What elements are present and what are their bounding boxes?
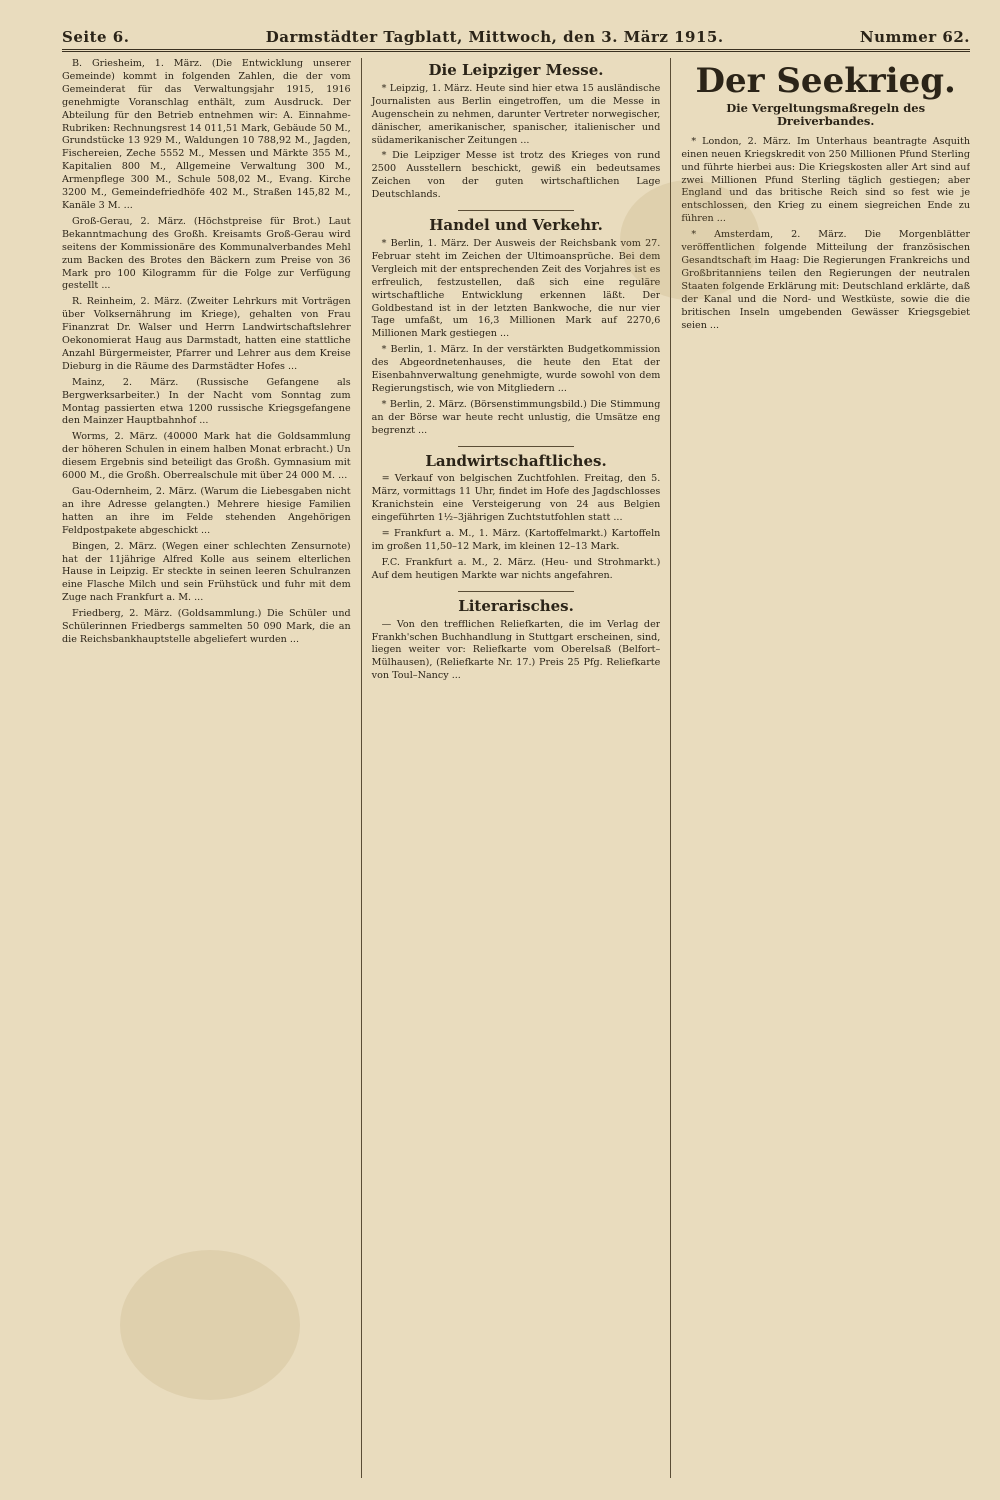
article-paragraph: Bingen, 2. März. (Wegen einer schlechten Zensurnote) hat der 11jährige Alfred Kolle aus seinem elterlichen Hause in Leipzig. Er steckte in seinen leeren Schulranzen eine Flasche Milch und sein Frühstück und fuhr mit dem Zuge nach Frankfurt a. M. ... — [62, 540, 351, 604]
article-paragraph: = Frankfurt a. M., 1. März. (Kartoffelmarkt.) Kartoffeln im großen 11,50–12 Mark, im kleinen 12–13 Mark. — [371, 528, 661, 552]
divider — [458, 446, 573, 447]
columns — [62, 58, 970, 1478]
article-paragraph: Friedberg, 2. März. (Goldsammlung.) Die Schüler und Schülerinnen Friedbergs sammelten 50 090 Mark, die an die Reichsbankhauptstelle abgeliefert wurden ... — [62, 608, 351, 645]
article-paragraph: = Verkauf von belgischen Zuchtfohlen. Freitag, den 5. März, vormittags 11 Uhr, findet im Hofe des Jagdschlosses Kranichstein eine Versteigerung von 24 aus Belgien eingeführten 1½–3jährigen Zuchtstutfohlen statt ... — [371, 473, 661, 524]
article-paragraph: * Leipzig, 1. März. Heute sind hier etwa 15 ausländische Journalisten aus Berlin eingetroffen, um die Messe in Augenschein zu nehmen, darunter Vertreter norwegischer, dänischer, amerikanischer, spanischer, italienischer und südamerikanischer Zeitungen ... — [371, 82, 661, 146]
article-paragraph: * Berlin, 2. März. (Börsenstimmungsbild.) Die Stimmung an der Börse war heute recht unlustig, die Umsätze eng begrenzt ... — [371, 398, 661, 436]
article-paragraph: Gau-Odernheim, 2. März. (Warum die Liebesgaben nicht an ihre Adresse gelangten.) Mehrere hiesige Familien hatten an ihre im Felde stehenden Angehörigen Feldpostpakete abgeschickt ... — [62, 486, 351, 536]
article-paragraph: * Berlin, 1. März. Der Ausweis der Reichsbank vom 27. Februar steht im Zeichen der Ultimoansprüche. Bei dem Vergleich mit der entsprechenden Zeit des Vorjahres ist es erfreulich, festzustellen, daß sich eine reguläre wirtschaftliche Entwicklung erkennen läßt. Der Goldbestand ist in der letzten Bankwoche, die nur vier Tage umfaßt, um 16,3 Millionen Mark auf 2270,6 Millionen Mark gestiegen ... — [371, 237, 661, 340]
column-seekrieg — [670, 58, 970, 1478]
section-heading-landwirtschaft: Landwirtschaftliches. — [425, 451, 607, 470]
article-paragraph: Worms, 2. März. (40000 Mark hat die Goldsammlung der höheren Schulen in einem halben Monat erbracht.) Un diesem Ergebnis sind beteiligt das Großh. Gymnasium mit 6000 M., die Großh. Oberrealschule mit über 24 000 M. ... — [62, 431, 351, 482]
article-paragraph: B. Griesheim, 1. März. (Die Entwicklung unserer Gemeinde) kommt in folgenden Zahlen, die der vom Gemeinderat für das Verwaltungsjahr 1915, 1916 genehmigte Voranschlag enthält, zum Ausdruck. Der Abteilung für den Betrieb entnehmen wir: A. Einnahme-Rubriken: Rechnungsrest 14 011,51 Mark, Gebäude 50 M., Grundstücke 13 929 M., Waldungen 10 788,92 M., Jagden, Fischereien, Zeche 5552 M., Messen und Märkte 355 M., Kapitalien 800 M., Allgemeine Verwaltung 300 M., Armenpflege 300 M., Schule 508,02 M., Evang. Kirche 3200 M., Gemeindefriedhöfe 402 M., Straßen 145,82 M., Kanäle 3 M. ... — [62, 58, 351, 211]
column-local-news — [62, 58, 351, 1478]
subheadline: Die Vergeltungsmaßregeln des Dreiverbandes. — [726, 101, 926, 128]
section-heading-messe: Die Leipziger Messe. — [428, 61, 604, 79]
newspaper-title: Darmstädter Tagblatt, Mittwoch, den 3. März 1915. — [265, 28, 724, 46]
issue-number: Nummer 62. — [859, 28, 970, 46]
article-paragraph: * Die Leipziger Messe ist trotz des Krieges von rund 2500 Ausstellern beschickt, gewiß ein bedeutsames Zeichen von der guten wirtschaftlichen Lage Deutschlands. — [371, 150, 661, 201]
column-commerce — [361, 58, 661, 1478]
page-label: Seite 6. — [62, 28, 130, 46]
divider — [458, 591, 573, 592]
article-paragraph: Mainz, 2. März. (Russische Gefangene als Bergwerksarbeiter.) In der Nacht vom Sonntag zum Montag passierten etwa 1200 russische Kriegsgefangene den Mainzer Hauptbahnhof ... — [62, 376, 351, 427]
headline-seekrieg: Der Seekrieg. — [695, 61, 956, 101]
article-paragraph: — Von den trefflichen Reliefkarten, die im Verlag der Frankh'schen Buchhandlung in Stuttgart erscheinen, sind, liegen weiter vor: Reliefkarte vom Oberelsaß (Belfort–Mülhausen), (Reliefkarte Nr. 17.) Preis 25 Pfg. Reliefkarte von Toul–Nancy ... — [371, 618, 661, 682]
section-heading-literarisches: Literarisches. — [458, 596, 574, 615]
article-paragraph: F.C. Frankfurt a. M., 2. März. (Heu- und Strohmarkt.) Auf dem heutigen Markte war nichts angefahren. — [371, 556, 661, 581]
divider — [458, 210, 573, 211]
article-paragraph: * Amsterdam, 2. März. Die Morgenblätter veröffentlichen folgende Mitteilung der französischen Gesandtschaft im Haag: Die Regierungen Frankreichs und Großbritanniens teilen den Regierungen der neutralen Staaten folgende Erklärung mit: Deutschland erklärte, daß der Kanal und die Nord- und Westküste, sowie die die britischen Inseln umgebenden Gewässer Kriegsgebiet seien ... — [681, 229, 971, 331]
section-heading-handel: Handel und Verkehr. — [429, 216, 603, 235]
article-paragraph: R. Reinheim, 2. März. (Zweiter Lehrkurs mit Vorträgen über Volksernährung im Kriege), gehalten von Frau Finanzrat Dr. Walser und Herrn Landwirtschaftslehrer Oekonomierat Haug aus Darmstadt, hatten eine stattliche Anzahl Bürgermeister, Pfarrer und Lehrer aus dem Kreise Dieburg in die Räume des Darmstädter Hofes ... — [62, 296, 351, 372]
article-paragraph: * Berlin, 1. März. In der verstärkten Budgetkommission des Abgeordnetenhauses, die heute den Etat der Eisenbahnverwaltung genehmigte, wurde sowohl von dem Regierungstisch, wie von Mitgliedern ... — [371, 344, 661, 394]
masthead — [62, 28, 970, 52]
article-paragraph: * London, 2. März. Im Unterhaus beantragte Asquith einen neuen Kriegskredit von 250 Millionen Pfund Sterling und führte hierbei aus: Die Kriegskosten aller Art sind auf zwei Millionen Pfund Sterling täglich gestiegen; aber England und das britische Reich sind so fest wie je entschlossen, den Krieg zu einem siegreichen Ende zu führen ... — [681, 135, 971, 225]
article-paragraph: Groß-Gerau, 2. März. (Höchstpreise für Brot.) Laut Bekanntmachung des Großh. Kreisamts Groß-Gerau wird seitens der Kommissionäre des Kommunalverbandes Mehl zum Backen des Brotes den Bäckern zum Preise von 36 Mark pro 100 Kilogramm für die Folge zur Verfügung gestellt ... — [62, 215, 351, 292]
